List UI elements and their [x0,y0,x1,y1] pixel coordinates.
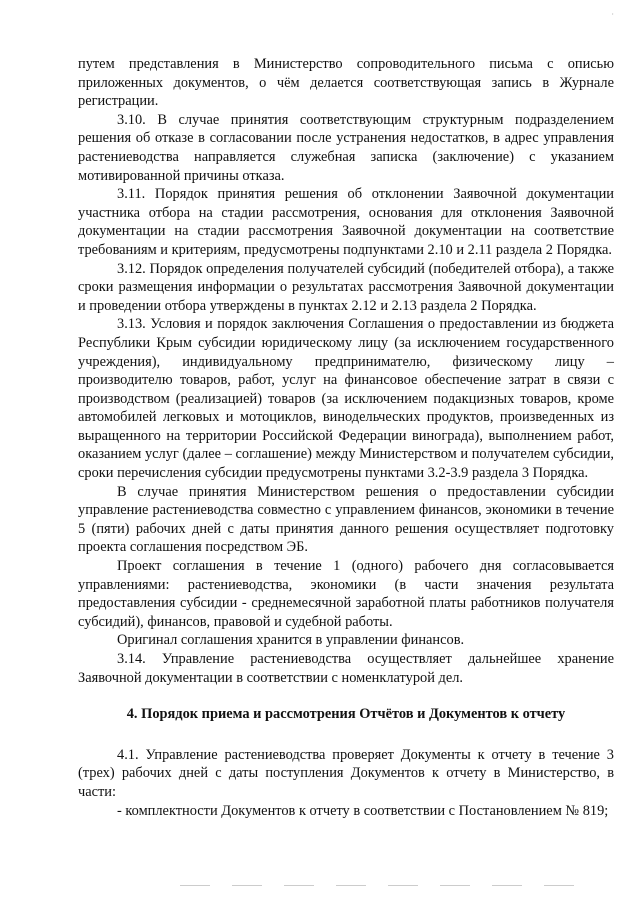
paragraph-4-1-item: - комплектности Документов к отчету в соответствии с Постановлением № 819; [117,802,609,819]
footer-dash [284,885,314,886]
paragraph-agreement-draft: Проект соглашения в течение 1 (одного) рабочего дня согласовывается управлениями: растениеводства, экономики (в части значения результата предоставления субсидии - среднемесячной заработной платы работников получателя субсидий), финансов, правовой и судебной работы. [78,558,614,630]
paragraph-3-11: 3.11. Порядок принятия решения об отклонении Заявочной документации участника отбора на стадии рассмотрения, основания для отклонения Заявочной документации на стадии рассмотрения Заявочной документации на соответствие требованиям и критериям, предусмотрены подпунктами 2.10 и 2.11 раздела 2 Порядка. [78,186,614,258]
footer-dash [388,885,418,886]
paragraph-3-10: 3.10. В случае принятия соответствующим структурным подразделением решения об отказе в согласовании после устранения недостатков, в адрес управления растениеводства направляется служебная записка (заключение) с указанием мотивированной причины отказа. [78,111,614,184]
paragraph-3-13: 3.13. Условия и порядок заключения Соглашения о предоставлении из бюджета Республики Крым субсидии юридическому лицу (за исключением государственного учреждения), индивидуальному предпринимателю, физическому лицу – производителю товаров, работ, услуг на финансовое обеспечение затрат в связи с производством (реализацией) товаров (за исключением подакцизных товаров, кроме автомобилей легковых и мотоциклов, винодельческих продуктов, произведенных из выращенного на территории Российской Федерации винограда), выполнением работ, оказанием услуг (далее – соглашение) между Министерством и получателем субсидии, сроки перечисления субсидии предусмотрены пунктами 3.2-3.9 раздела 3 Порядка. [78,316,614,482]
paragraph-subsidy-decision: В случае принятия Министерством решения о предоставлении субсидии управление растениеводства совместно с управлением финансов, экономики в течение 5 (пяти) рабочих дней с даты принятия данного решения осуществляет подготовку проекта соглашения посредством ЭБ. [78,483,614,556]
footer-dash [440,885,470,886]
footer-dash [544,885,574,886]
section-heading-4: 4. Порядок приема и рассмотрения Отчётов и Документов к отчету [126,706,566,723]
footer-dash [232,885,262,886]
paragraph-3-14: 3.14. Управление растениеводства осуществляет дальнейшее хранение Заявочной документации в соответствии с номенклатурой дел. [78,651,614,686]
footer-dash [336,885,366,886]
paragraph-continuation: путем представления в Министерство сопроводительного письма с описью приложенных документов, о чём делается соответствующая запись в Журнале регистрации. [78,56,614,110]
paragraph-3-12: 3.12. Порядок определения получателей субсидий (победителей отбора), а также сроки размещения информации о результатах рассмотрения Заявочной документации и проведении отбора утверждены в пунктах 2.12 и 2.13 раздела 2 Порядка. [78,260,614,314]
footer-dash [492,885,522,886]
footer-dash [180,885,210,886]
footer-scan-marks [180,885,580,891]
paragraph-agreement-original: Оригинал соглашения хранится в управлении финансов. [117,632,465,649]
document-body [78,55,614,820]
corner-mark: · [611,10,614,19]
paragraph-4-1: 4.1. Управление растениеводства проверяет Документы к отчету в течение 3 (трех) рабочих дней с даты поступления Документов к отчету в Министерство, в части: [78,746,614,800]
